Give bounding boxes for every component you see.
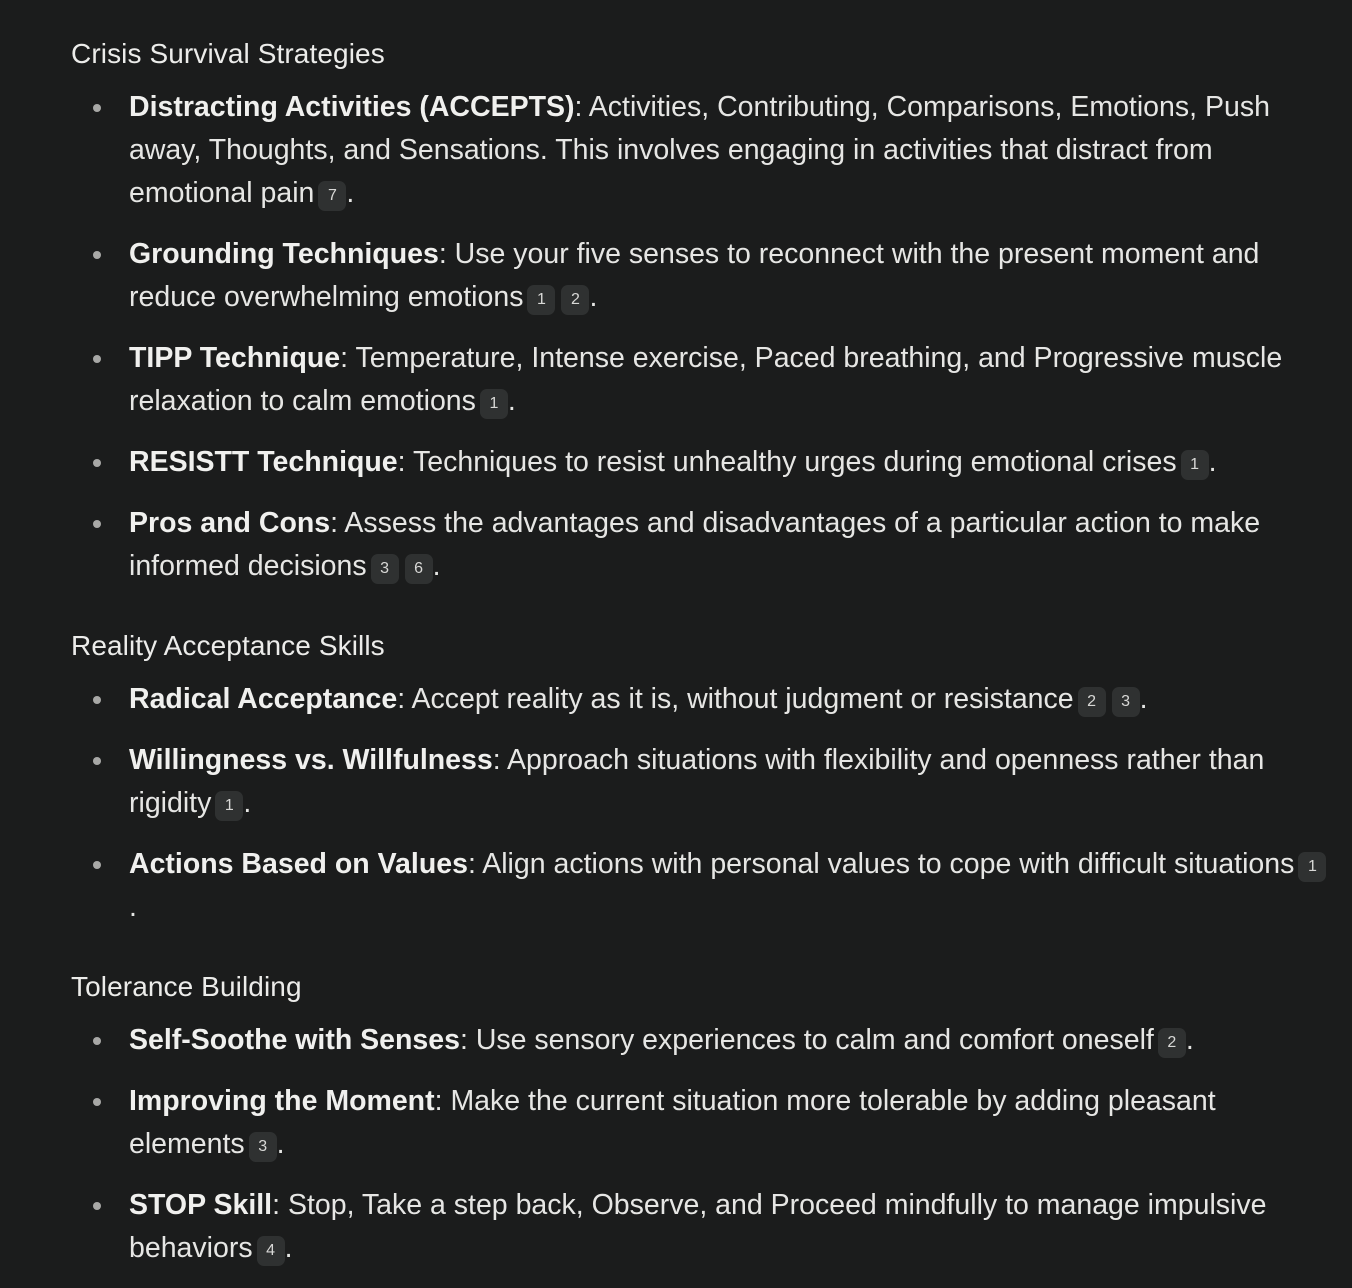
citation-badge[interactable]: 2 — [561, 285, 589, 315]
list-item — [71, 86, 1333, 215]
item-term: Willingness vs. Willfulness — [129, 744, 493, 776]
item-term: Actions Based on Values — [129, 848, 468, 880]
item-separator: : — [492, 744, 508, 776]
item-description: Make the current situation more tolerable by adding pleasant elements — [129, 1085, 1216, 1160]
citation-badge[interactable]: 1 — [527, 285, 555, 315]
item-term: Improving the Moment — [129, 1085, 435, 1117]
citation-badge[interactable]: 4 — [257, 1236, 285, 1266]
item-separator: : — [397, 446, 413, 478]
citation-badge[interactable]: 1 — [480, 389, 508, 419]
item-term: Grounding Techniques — [129, 238, 439, 270]
bullet-dot-icon — [93, 355, 101, 363]
item-separator: : — [434, 1085, 451, 1117]
bullet-dot-icon — [93, 757, 101, 765]
item-end-punctuation: . — [1185, 1024, 1194, 1056]
bullet-dot-icon — [93, 696, 101, 704]
item-end-punctuation: . — [346, 177, 355, 209]
list-item — [71, 1080, 1333, 1166]
item-end-punctuation: . — [1139, 683, 1148, 715]
bullet-list — [71, 1019, 1333, 1270]
bullet-list — [71, 86, 1333, 588]
citation-badge[interactable]: 7 — [318, 181, 346, 211]
item-separator: : — [272, 1189, 288, 1221]
item-term: STOP Skill — [129, 1189, 273, 1221]
item-description: Use your five senses to reconnect with the present moment and reduce overwhelming emotions — [129, 238, 1260, 313]
list-item — [71, 843, 1333, 929]
list-item — [71, 1184, 1333, 1270]
bullet-dot-icon — [93, 251, 101, 259]
section — [71, 628, 1333, 929]
item-end-punctuation: . — [1208, 446, 1217, 478]
item-description: Temperature, Intense exercise, Paced breathing, and Progressive muscle relaxation to calm emotions — [129, 342, 1283, 417]
bullet-dot-icon — [93, 104, 101, 112]
bullet-dot-icon — [93, 861, 101, 869]
item-separator: : — [438, 238, 455, 270]
list-item — [71, 678, 1333, 721]
list-item — [71, 502, 1333, 588]
item-description: Activities, Contributing, Comparisons, Emotions, Push away, Thoughts, and Sensations. This involves engaging in activities that distract from emotional pain — [129, 91, 1270, 209]
item-description: Stop, Take a step back, Observe, and Proceed mindfully to manage impulsive behaviors — [129, 1189, 1267, 1264]
citation-badge[interactable]: 2 — [1078, 687, 1106, 717]
item-end-punctuation: . — [243, 787, 252, 819]
list-item — [71, 1019, 1333, 1062]
item-end-punctuation: . — [129, 891, 137, 923]
citation-badge[interactable]: 1 — [215, 791, 243, 821]
item-separator: : — [574, 91, 589, 123]
bullet-dot-icon — [93, 1037, 101, 1045]
item-separator: : — [397, 683, 412, 715]
item-description: Assess the advantages and disadvantages of a particular action to make informed decisions — [129, 507, 1261, 582]
bullet-list — [71, 678, 1333, 929]
section — [71, 36, 1333, 588]
item-term: Distracting Activities (ACCEPTS) — [129, 91, 575, 123]
item-term: Pros and Cons — [129, 507, 331, 539]
citation-badge[interactable]: 1 — [1298, 852, 1326, 882]
section — [71, 969, 1333, 1270]
item-separator: : — [467, 848, 483, 880]
item-end-punctuation: . — [589, 281, 598, 313]
item-term: TIPP Technique — [129, 342, 341, 374]
item-separator: : — [340, 342, 356, 374]
citation-badge[interactable]: 3 — [371, 554, 399, 584]
item-end-punctuation: . — [276, 1128, 285, 1160]
citation-badge[interactable]: 1 — [1181, 450, 1209, 480]
citation-badge[interactable]: 3 — [249, 1132, 277, 1162]
item-separator: : — [459, 1024, 476, 1056]
bullet-dot-icon — [93, 1098, 101, 1106]
item-description: Approach situations with flexibility and openness rather than rigidity — [129, 744, 1265, 819]
answer-content — [71, 36, 1333, 1288]
section-heading: Tolerance Building — [71, 971, 302, 1002]
list-item — [71, 233, 1333, 319]
item-term: RESISTT Technique — [129, 446, 398, 478]
section-heading: Crisis Survival Strategies — [71, 38, 385, 69]
item-end-punctuation: . — [432, 550, 441, 582]
bullet-dot-icon — [93, 520, 101, 528]
citation-badge[interactable]: 3 — [1112, 687, 1140, 717]
section-heading: Reality Acceptance Skills — [71, 630, 385, 661]
item-separator: : — [330, 507, 345, 539]
list-item — [71, 337, 1333, 423]
list-item — [71, 739, 1333, 825]
item-term: Self-Soothe with Senses — [129, 1024, 460, 1056]
item-description: Accept reality as it is, without judgment or resistance — [411, 683, 1074, 715]
list-item — [71, 441, 1333, 484]
item-term: Radical Acceptance — [129, 683, 398, 715]
citation-badge[interactable]: 2 — [1158, 1028, 1186, 1058]
item-end-punctuation: . — [284, 1232, 293, 1264]
item-description: Use sensory experiences to calm and comfort oneself — [475, 1024, 1154, 1056]
citation-badge[interactable]: 6 — [405, 554, 433, 584]
item-description: Align actions with personal values to cope with difficult situations — [482, 848, 1295, 880]
item-end-punctuation: . — [507, 385, 516, 417]
item-description: Techniques to resist unhealthy urges during emotional crises — [413, 446, 1177, 478]
bullet-dot-icon — [93, 1202, 101, 1210]
bullet-dot-icon — [93, 459, 101, 467]
